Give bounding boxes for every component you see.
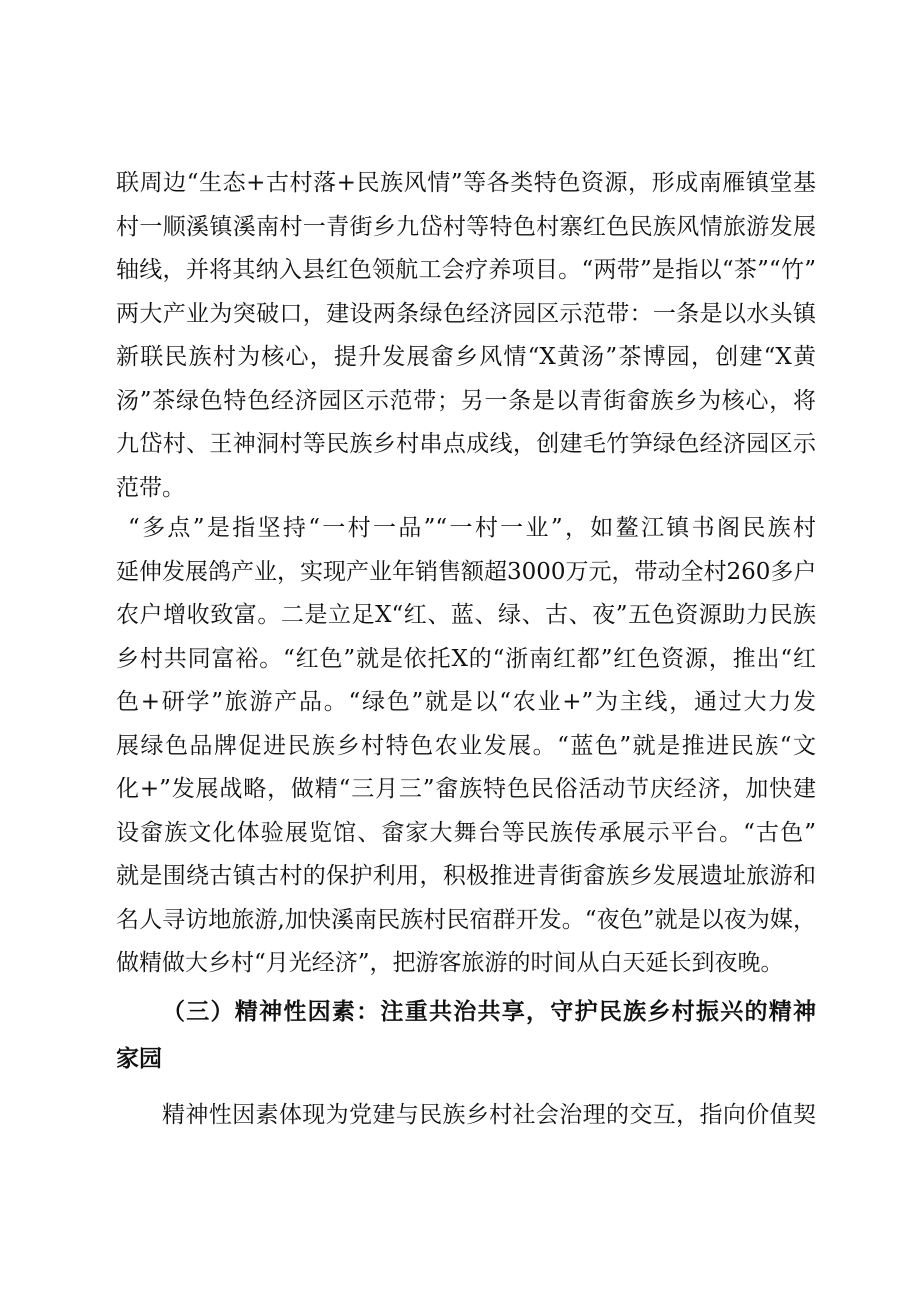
paragraph-4-line-1: 精神性因素体现为党建与民族乡村社会治理的交互，指向价值契 [162, 1102, 816, 1128]
paragraph-2-line-11: 做精做大乡村“月光经济”，把游客旅游的时间从白天延长到夜晚。 [116, 950, 784, 976]
paragraph-1-line-1: 联周边“生态+古村落+民族风情”等各类特色资源，形成南雁镇堂基 [116, 170, 816, 196]
paragraph-1-line-7: 九岱村、王神洞村等民族乡村串点成线，创建毛竹笋绿色经济园区示 [116, 431, 816, 457]
paragraph-1-line-4: 两大产业为突破口，建设两条绿色经济园区示范带：一条是以水头镇 [116, 301, 816, 327]
paragraph-1-line-6: 汤”茶绿色特色经济园区示范带；另一条是以青街畲族乡为核心，将 [116, 388, 816, 414]
paragraph-2-line-7: 化+”发展战略，做精“三月三”畲族特色民俗活动节庆经济，加快建 [116, 776, 816, 802]
paragraph-2-line-3: 农户增收致富。二是立足X“红、蓝、绿、古、夜”五色资源助力民族 [116, 602, 816, 628]
paragraph-1-line-8: 范带。 [116, 475, 185, 501]
paragraph-2-line-10: 名人寻访地旅游,加快溪南民族村民宿群开发。“夜色”就是以夜为媒， [116, 907, 816, 933]
section-heading-line-1: （三）精神性因素：注重共治共享，守护民族乡村振兴的精神 [162, 998, 816, 1025]
paragraph-2-line-9: 就是围绕古镇古村的保护利用，积极推进青街畲族乡发展遗址旅游和 [116, 863, 816, 889]
paragraph-2-line-8: 设畲族文化体验展览馆、畲家大舞台等民族传承展示平台。“古色” [116, 820, 816, 846]
paragraph-1-line-3: 轴线，并将其纳入县红色领航工会疗养项目。“两带”是指以“茶”“竹” [116, 257, 816, 283]
paragraph-2-line-2: 延伸发展鸽产业，实现产业年销售额超3000万元，带动全村260多户 [116, 559, 817, 585]
paragraph-2-line-6: 展绿色品牌促进民族乡村特色农业发展。“蓝色”就是推进民族“文 [116, 733, 816, 759]
paragraph-2-line-4: 乡村共同富裕。“红色”就是依托X的“浙南红都”红色资源，推出“红 [116, 646, 816, 672]
paragraph-2-line-1: “多点”是指坚持“一村一品”“一村一业”，如鳌江镇书阁民族村 [128, 515, 816, 541]
section-heading-line-2: 家园 [116, 1045, 162, 1072]
paragraph-2-line-5: 色+研学”旅游产品。“绿色”就是以“农业+”为主线，通过大力发 [116, 689, 816, 715]
paragraph-1-line-5: 新联民族村为核心，提升发展畲乡风情“X黄汤”茶博园，创建“X黄 [116, 344, 816, 370]
paragraph-1-line-2: 村一顺溪镇溪南村一青街乡九岱村等特色村寨红色民族风情旅游发展 [116, 214, 816, 240]
